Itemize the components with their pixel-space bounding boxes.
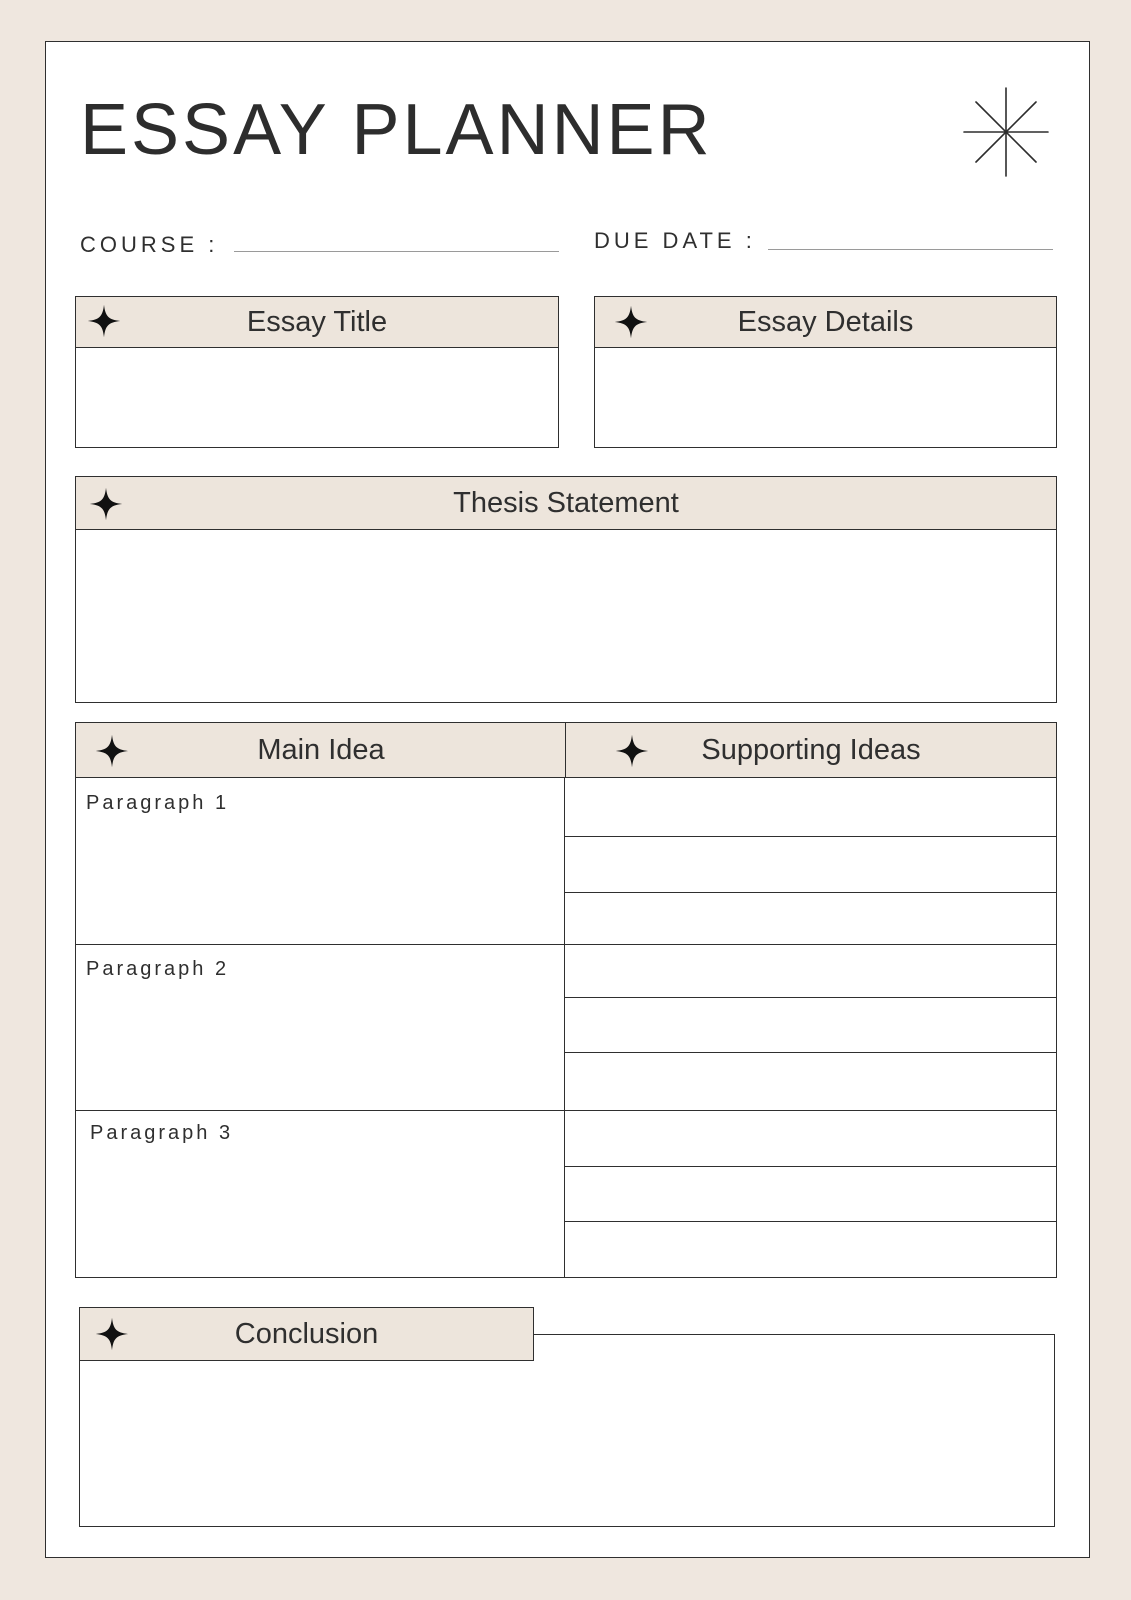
essay-title-label: Essay Title: [246, 305, 388, 338]
supporting-ideas-header: [565, 722, 1057, 778]
thesis-header: [75, 476, 1057, 530]
conclusion-header: [79, 1307, 534, 1361]
essay-title-header: [75, 296, 559, 348]
conclusion-box[interactable]: [79, 1334, 1055, 1527]
main-idea-label: Main Idea: [257, 733, 385, 766]
supporting-idea-line: [565, 1166, 1057, 1167]
essay-details-header: [594, 296, 1057, 348]
paragraph-2-label: Paragraph 2: [86, 958, 230, 980]
supporting-idea-line: [565, 1052, 1057, 1053]
asterisk-star-icon: [960, 86, 1052, 178]
due-date-field[interactable]: [768, 249, 1053, 250]
sparkle-icon: [94, 1316, 130, 1352]
page-title: ESSAY PLANNER: [80, 90, 713, 170]
sparkle-icon: [94, 733, 130, 769]
course-label: COURSE :: [80, 232, 219, 257]
sparkle-icon: [613, 304, 649, 340]
sparkle-icon: [86, 303, 122, 339]
conclusion-label: Conclusion: [234, 1317, 379, 1350]
supporting-idea-line: [565, 836, 1057, 837]
due-date-label: DUE DATE :: [594, 228, 756, 253]
supporting-idea-line: [565, 997, 1057, 998]
main-idea-header: [75, 722, 567, 778]
sparkle-icon: [88, 486, 124, 522]
thesis-label: Thesis Statement: [453, 486, 679, 519]
essay-details-label: Essay Details: [737, 305, 914, 338]
paragraph-1-label: Paragraph 1: [86, 792, 230, 814]
supporting-ideas-label: Supporting Ideas: [701, 733, 921, 766]
sparkle-icon: [614, 733, 650, 769]
supporting-idea-line: [565, 892, 1057, 893]
supporting-idea-line: [565, 1110, 1057, 1111]
column-divider: [564, 778, 565, 1278]
supporting-idea-line: [565, 1221, 1057, 1222]
supporting-idea-line: [565, 944, 1057, 945]
paragraph-3-label: Paragraph 3: [90, 1122, 234, 1144]
course-field[interactable]: [234, 251, 559, 252]
